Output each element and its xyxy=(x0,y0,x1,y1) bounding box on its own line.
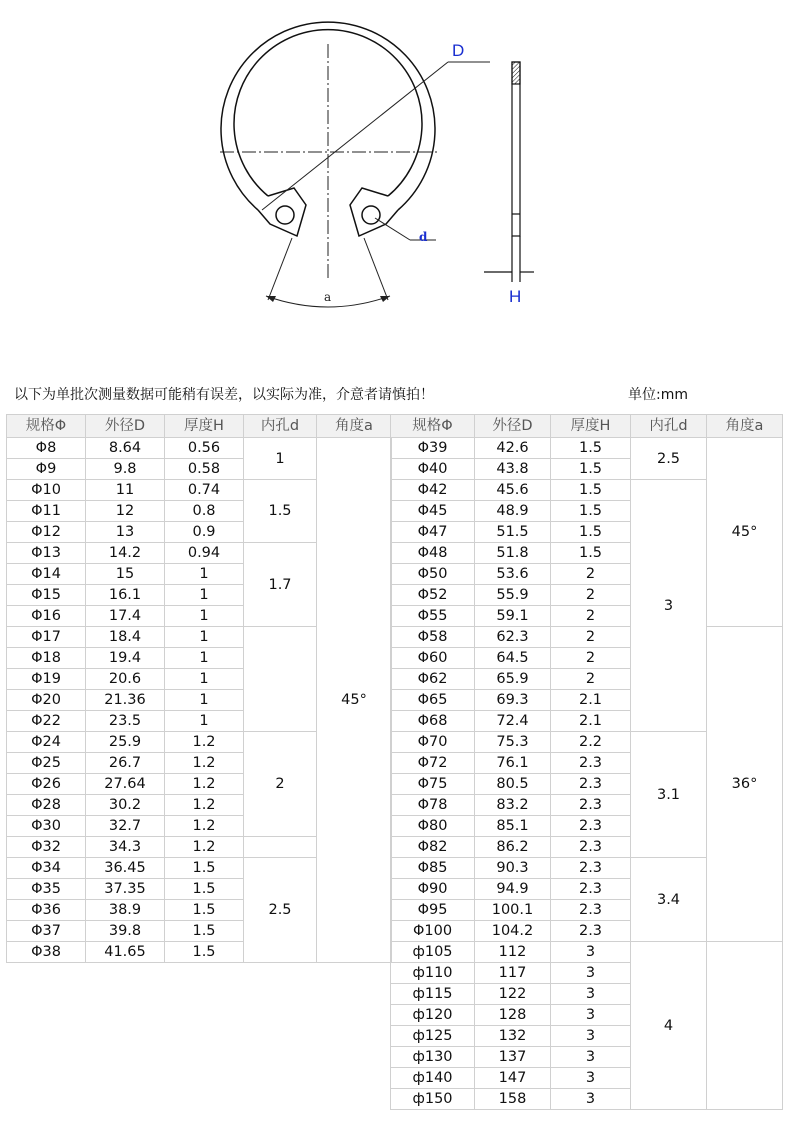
thickness-cell: 0.74 xyxy=(165,480,244,501)
outer-diameter-cell: 11 xyxy=(86,480,165,501)
outer-diameter-cell: 104.2 xyxy=(475,921,551,942)
header-spec: 规格Φ xyxy=(391,415,475,438)
thickness-cell: 2.2 xyxy=(551,732,631,753)
thickness-cell: 3 xyxy=(551,1089,631,1110)
thickness-cell: 2 xyxy=(551,627,631,648)
thickness-cell: 1.5 xyxy=(165,879,244,900)
header-thickness: 厚度H xyxy=(165,415,244,438)
spec-cell: Φ85 xyxy=(391,858,475,879)
angle-cell: 45° xyxy=(707,438,783,627)
spec-cell: Φ11 xyxy=(7,501,86,522)
hole-diameter-cell: 2 xyxy=(244,732,317,837)
angle-cell: 36° xyxy=(707,627,783,942)
thickness-cell: 2 xyxy=(551,606,631,627)
outer-diameter-cell: 69.3 xyxy=(475,690,551,711)
thickness-cell: 1.2 xyxy=(165,795,244,816)
thickness-cell: 2.3 xyxy=(551,753,631,774)
thickness-cell: 2 xyxy=(551,648,631,669)
hole-diameter-cell: 3 xyxy=(631,480,707,732)
spec-cell: Φ10 xyxy=(7,480,86,501)
spec-cell: ф120 xyxy=(391,1005,475,1026)
outer-diameter-cell: 8.64 xyxy=(86,438,165,459)
spec-cell: Φ90 xyxy=(391,879,475,900)
hole-diameter-cell: 1.5 xyxy=(244,480,317,543)
hole-diameter-cell: 1.7 xyxy=(244,543,317,627)
spec-cell: Φ65 xyxy=(391,690,475,711)
spec-cell: Φ50 xyxy=(391,564,475,585)
thickness-cell: 3 xyxy=(551,1047,631,1068)
outer-diameter-cell: 13 xyxy=(86,522,165,543)
hole-diameter-cell: 3.1 xyxy=(631,732,707,858)
thickness-cell: 0.9 xyxy=(165,522,244,543)
outer-diameter-cell: 90.3 xyxy=(475,858,551,879)
thickness-cell: 1 xyxy=(165,669,244,690)
spec-table-right xyxy=(390,414,783,1110)
hole-diameter-cell: 2.5 xyxy=(631,438,707,480)
outer-diameter-cell: 9.8 xyxy=(86,459,165,480)
outer-diameter-cell: 94.9 xyxy=(475,879,551,900)
outer-diameter-cell: 86.2 xyxy=(475,837,551,858)
thickness-cell: 1 xyxy=(165,711,244,732)
hole-diameter-cell: 2.5 xyxy=(244,858,317,963)
outer-diameter-cell: 27.64 xyxy=(86,774,165,795)
thickness-cell: 1.5 xyxy=(551,438,631,459)
spec-cell: ф105 xyxy=(391,942,475,963)
diameter-leader xyxy=(262,62,490,210)
outer-diameter-cell: 51.8 xyxy=(475,543,551,564)
thickness-cell: 1 xyxy=(165,606,244,627)
spec-cell: Φ80 xyxy=(391,816,475,837)
thickness-cell: 0.94 xyxy=(165,543,244,564)
table-row xyxy=(391,438,783,459)
header-hole: 内孔d xyxy=(244,415,317,438)
spec-cell: Φ16 xyxy=(7,606,86,627)
unit-note: 单位:mm xyxy=(628,387,688,403)
thickness-cell: 0.56 xyxy=(165,438,244,459)
thickness-cell: 2.3 xyxy=(551,795,631,816)
thickness-cell: 3 xyxy=(551,963,631,984)
outer-diameter-cell: 75.3 xyxy=(475,732,551,753)
outer-diameter-cell: 122 xyxy=(475,984,551,1005)
table-row xyxy=(7,438,392,459)
spec-cell: Φ78 xyxy=(391,795,475,816)
spec-cell: Φ48 xyxy=(391,543,475,564)
thickness-cell: 2.3 xyxy=(551,858,631,879)
outer-diameter-cell: 16.1 xyxy=(86,585,165,606)
thickness-cell: 1.5 xyxy=(551,501,631,522)
spec-cell: Φ52 xyxy=(391,585,475,606)
spec-cell: ф130 xyxy=(391,1047,475,1068)
spec-cell: Φ14 xyxy=(7,564,86,585)
spec-cell: Φ22 xyxy=(7,711,86,732)
outer-diameter-cell: 147 xyxy=(475,1068,551,1089)
thickness-cell: 1.5 xyxy=(551,480,631,501)
spec-cell: Φ60 xyxy=(391,648,475,669)
spec-cell: ф110 xyxy=(391,963,475,984)
spec-cell: Φ25 xyxy=(7,753,86,774)
thickness-cell: 3 xyxy=(551,984,631,1005)
thickness-cell: 2 xyxy=(551,585,631,606)
thickness-cell: 2 xyxy=(551,669,631,690)
hole-diameter-cell xyxy=(244,837,317,858)
header-angle: 角度a xyxy=(317,415,392,438)
table-row xyxy=(391,942,783,963)
hole-diameter-cell: 4 xyxy=(631,942,707,1110)
label-d: d xyxy=(419,230,428,244)
outer-diameter-cell: 14.2 xyxy=(86,543,165,564)
outer-diameter-cell: 32.7 xyxy=(86,816,165,837)
spec-cell: Φ82 xyxy=(391,837,475,858)
outer-diameter-cell: 80.5 xyxy=(475,774,551,795)
spec-cell: Φ45 xyxy=(391,501,475,522)
outer-diameter-cell: 64.5 xyxy=(475,648,551,669)
thickness-cell: 1.2 xyxy=(165,753,244,774)
outer-diameter-cell: 39.8 xyxy=(86,921,165,942)
measurement-note: 以下为单批次测量数据可能稍有误差，以实际为准，介意者请慎拍！ xyxy=(14,387,434,403)
outer-diameter-cell: 25.9 xyxy=(86,732,165,753)
outer-diameter-cell: 65.9 xyxy=(475,669,551,690)
thickness-cell: 1.5 xyxy=(551,459,631,480)
thickness-cell: 2.3 xyxy=(551,879,631,900)
thickness-cell: 1 xyxy=(165,627,244,648)
label-D: D xyxy=(452,41,465,60)
spec-cell: ф125 xyxy=(391,1026,475,1047)
thickness-cell: 1.2 xyxy=(165,732,244,753)
thickness-cell: 2.3 xyxy=(551,837,631,858)
label-H: H xyxy=(509,287,522,306)
outer-diameter-cell: 62.3 xyxy=(475,627,551,648)
outer-diameter-cell: 137 xyxy=(475,1047,551,1068)
spec-cell: Φ70 xyxy=(391,732,475,753)
table-row xyxy=(391,627,783,648)
spec-cell: Φ36 xyxy=(7,900,86,921)
spec-cell: Φ95 xyxy=(391,900,475,921)
header-outer-diameter: 外径D xyxy=(86,415,165,438)
thickness-cell: 1 xyxy=(165,690,244,711)
outer-diameter-cell: 72.4 xyxy=(475,711,551,732)
spec-cell: Φ32 xyxy=(7,837,86,858)
spec-cell: Φ20 xyxy=(7,690,86,711)
thickness-cell: 1.5 xyxy=(165,858,244,879)
thickness-cell: 1.5 xyxy=(551,543,631,564)
thickness-cell: 1 xyxy=(165,648,244,669)
header-outer-diameter: 外径D xyxy=(475,415,551,438)
outer-diameter-cell: 20.6 xyxy=(86,669,165,690)
outer-diameter-cell: 48.9 xyxy=(475,501,551,522)
outer-diameter-cell: 100.1 xyxy=(475,900,551,921)
spec-cell: Φ15 xyxy=(7,585,86,606)
outer-diameter-cell: 43.8 xyxy=(475,459,551,480)
spec-cell: Φ72 xyxy=(391,753,475,774)
outer-diameter-cell: 36.45 xyxy=(86,858,165,879)
outer-diameter-cell: 158 xyxy=(475,1089,551,1110)
hole-diameter-cell xyxy=(244,627,317,732)
spec-cell: Φ9 xyxy=(7,459,86,480)
outer-diameter-cell: 85.1 xyxy=(475,816,551,837)
thickness-cell: 1.5 xyxy=(165,921,244,942)
thickness-cell: 1 xyxy=(165,564,244,585)
side-view xyxy=(484,62,534,282)
spec-cell: Φ47 xyxy=(391,522,475,543)
spec-cell: Φ62 xyxy=(391,669,475,690)
spec-cell: Φ38 xyxy=(7,942,86,963)
outer-diameter-cell: 55.9 xyxy=(475,585,551,606)
thickness-cell: 1.2 xyxy=(165,774,244,795)
thickness-cell: 1.2 xyxy=(165,837,244,858)
spec-cell: Φ26 xyxy=(7,774,86,795)
spec-cell: Φ39 xyxy=(391,438,475,459)
thickness-cell: 2.1 xyxy=(551,690,631,711)
thickness-cell: 0.58 xyxy=(165,459,244,480)
outer-diameter-cell: 38.9 xyxy=(86,900,165,921)
spec-cell: Φ37 xyxy=(7,921,86,942)
outer-diameter-cell: 15 xyxy=(86,564,165,585)
outer-diameter-cell: 112 xyxy=(475,942,551,963)
outer-diameter-cell: 59.1 xyxy=(475,606,551,627)
spec-cell: Φ12 xyxy=(7,522,86,543)
spec-cell: Φ30 xyxy=(7,816,86,837)
outer-diameter-cell: 37.35 xyxy=(86,879,165,900)
spec-cell: Φ75 xyxy=(391,774,475,795)
thickness-cell: 2.1 xyxy=(551,711,631,732)
thickness-cell: 3 xyxy=(551,1005,631,1026)
outer-diameter-cell: 51.5 xyxy=(475,522,551,543)
spec-table-left xyxy=(6,414,392,963)
header-row xyxy=(7,415,392,438)
spec-cell: Φ17 xyxy=(7,627,86,648)
outer-diameter-cell: 45.6 xyxy=(475,480,551,501)
outer-diameter-cell: 42.6 xyxy=(475,438,551,459)
spec-cell: Φ42 xyxy=(391,480,475,501)
outer-diameter-cell: 19.4 xyxy=(86,648,165,669)
spec-cell: Φ40 xyxy=(391,459,475,480)
spec-cell: Φ8 xyxy=(7,438,86,459)
header-thickness: 厚度H xyxy=(551,415,631,438)
label-a: a xyxy=(324,290,332,304)
thickness-cell: 0.8 xyxy=(165,501,244,522)
thickness-cell: 3 xyxy=(551,942,631,963)
thickness-cell: 2.3 xyxy=(551,774,631,795)
thickness-cell: 3 xyxy=(551,1068,631,1089)
spec-cell: Φ100 xyxy=(391,921,475,942)
spec-cell: ф140 xyxy=(391,1068,475,1089)
thickness-cell: 2 xyxy=(551,564,631,585)
spec-cell: ф150 xyxy=(391,1089,475,1110)
spec-cell: Φ24 xyxy=(7,732,86,753)
header-angle: 角度a xyxy=(707,415,783,438)
outer-diameter-cell: 12 xyxy=(86,501,165,522)
outer-diameter-cell: 26.7 xyxy=(86,753,165,774)
spec-cell: Φ13 xyxy=(7,543,86,564)
outer-diameter-cell: 132 xyxy=(475,1026,551,1047)
hole-diameter-cell: 3.4 xyxy=(631,858,707,942)
angle-cell: 45° xyxy=(317,438,392,963)
hole-diameter-cell: 1 xyxy=(244,438,317,480)
circlip-drawing xyxy=(0,0,790,320)
thickness-cell: 2.3 xyxy=(551,921,631,942)
spec-cell: Φ18 xyxy=(7,648,86,669)
outer-diameter-cell: 41.65 xyxy=(86,942,165,963)
header-hole: 内孔d xyxy=(631,415,707,438)
thickness-cell: 3 xyxy=(551,1026,631,1047)
spec-cell: ф115 xyxy=(391,984,475,1005)
thickness-cell: 2.3 xyxy=(551,900,631,921)
outer-diameter-cell: 34.3 xyxy=(86,837,165,858)
outer-diameter-cell: 18.4 xyxy=(86,627,165,648)
spec-cell: Φ19 xyxy=(7,669,86,690)
spec-cell: Φ55 xyxy=(391,606,475,627)
thickness-cell: 1.2 xyxy=(165,816,244,837)
outer-diameter-cell: 30.2 xyxy=(86,795,165,816)
outer-diameter-cell: 83.2 xyxy=(475,795,551,816)
outer-diameter-cell: 53.6 xyxy=(475,564,551,585)
thickness-cell: 1 xyxy=(165,585,244,606)
thickness-cell: 2.3 xyxy=(551,816,631,837)
outer-diameter-cell: 23.5 xyxy=(86,711,165,732)
spec-cell: Φ58 xyxy=(391,627,475,648)
thickness-cell: 1.5 xyxy=(165,900,244,921)
thickness-cell: 1.5 xyxy=(165,942,244,963)
outer-diameter-cell: 128 xyxy=(475,1005,551,1026)
spec-cell: Φ28 xyxy=(7,795,86,816)
spec-cell: Φ68 xyxy=(391,711,475,732)
outer-diameter-cell: 76.1 xyxy=(475,753,551,774)
spec-cell: Φ35 xyxy=(7,879,86,900)
outer-diameter-cell: 17.4 xyxy=(86,606,165,627)
thickness-cell: 1.5 xyxy=(551,522,631,543)
spec-cell: Φ34 xyxy=(7,858,86,879)
outer-diameter-cell: 21.36 xyxy=(86,690,165,711)
header-spec: 规格Φ xyxy=(7,415,86,438)
header-row xyxy=(391,415,783,438)
outer-diameter-cell: 117 xyxy=(475,963,551,984)
center-lines xyxy=(220,44,438,278)
angle-cell xyxy=(707,942,783,1110)
